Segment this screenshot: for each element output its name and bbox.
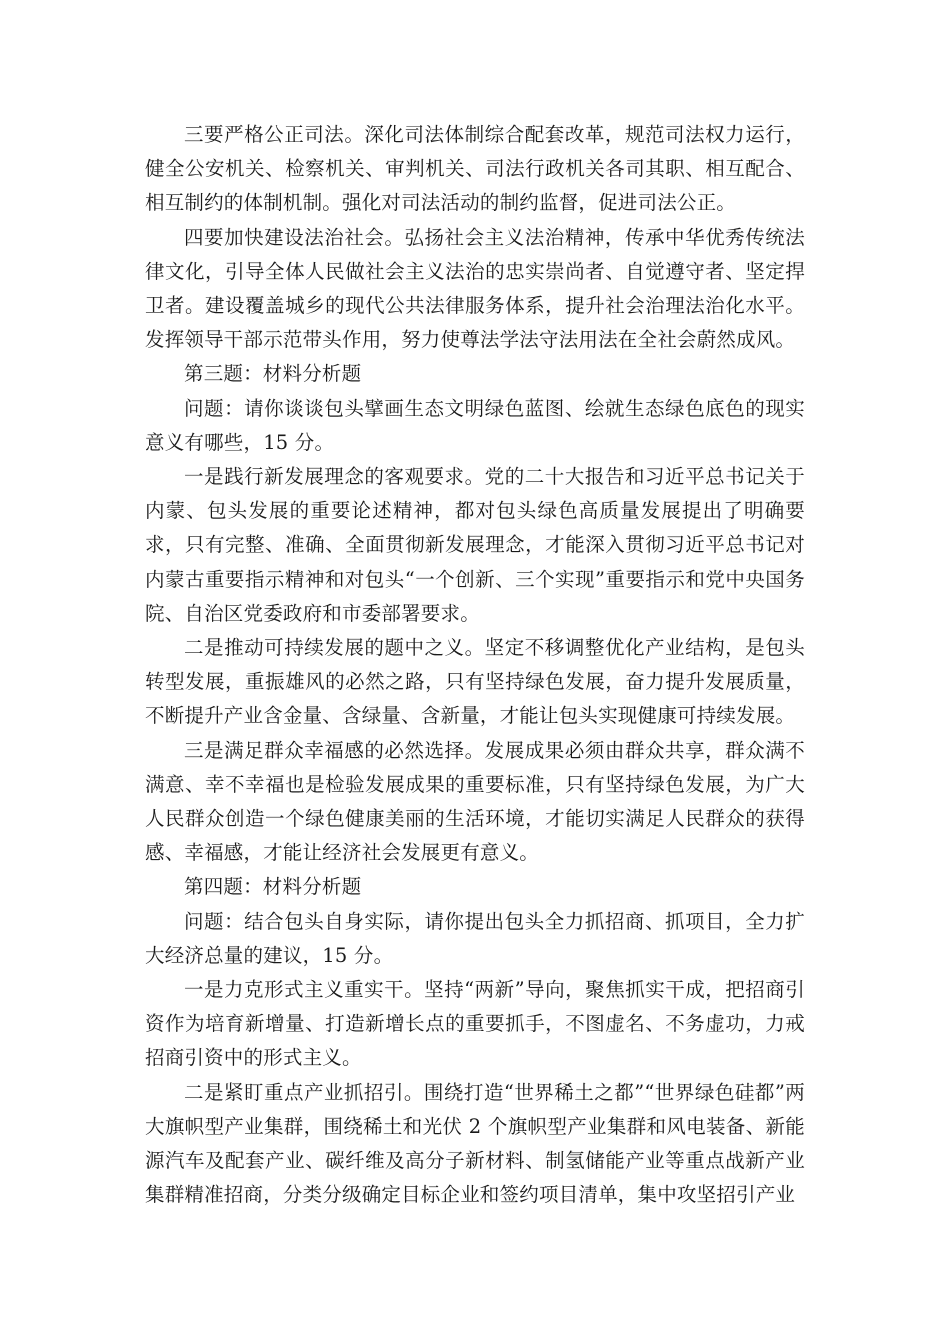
answer-four-point-one: 一是力克形式主义重实干。坚持“两新”导向，聚焦抓实干成，把招商引资作为培育新增量、打造新增长点的重要抓手，不图虚名、不务虚功，力戒招商引资中的形式主义。 xyxy=(145,978,805,1070)
answer-three-point-three: 三是满足群众幸福感的必然选择。发展成果必须由群众共享，群众满不满意、幸不幸福也是检验发展成果的重要标准，只有坚持绿色发展，为广大人民群众创造一个绿色健康美丽的生活环境，才能切实满足人民群众的获得感、幸福感，才能让经济社会发展更有意义。 xyxy=(145,738,805,865)
answer-three-point-two: 二是推动可持续发展的题中之义。坚定不移调整优化产业结构，是包头转型发展，重振雄风的必然之路，只有坚持绿色发展，奋力提升发展质量，不断提升产业含金量、含绿量、含新量，才能让包头实现健康可持续发展。 xyxy=(145,636,805,728)
answer-four-point-two: 二是紧盯重点产业抓招引。围绕打造“世界稀土之都”“世界绿色硅都”两大旗帜型产业集群，围绕稀土和光伏 2 个旗帜型产业集群和风电装备、新能源汽车及配套产业、碳纤维及高分子新材料、制氢储能产业等重点战新产业集群精准招商，分类分级确定目标企业和签约项目清单，集中攻坚招引产业 xyxy=(145,1080,805,1207)
question-three-prompt: 问题：请你谈谈包头擘画生态文明绿色蓝图、绘就生态绿色底色的现实意义有哪些，15 分。 xyxy=(145,396,805,454)
paragraph-judicial-fairness: 三要严格公正司法。深化司法体制综合配套改革，规范司法权力运行，健全公安机关、检察机关、审判机关、司法行政机关各司其职、相互配合、相互制约的体制机制。强化对司法活动的制约监督，促进司法公正。 xyxy=(145,123,805,215)
answer-three-point-one: 一是践行新发展理念的客观要求。党的二十大报告和习近平总书记关于内蒙、包头发展的重要论述精神，都对包头绿色高质量发展提出了明确要求，只有完整、准确、全面贯彻新发展理念，才能深入贯彻习近平总书记对内蒙古重要指示精神和对包头“一个创新、三个实现”重要指示和党中央国务院、自治区党委政府和市委部署要求。 xyxy=(145,465,805,625)
paragraph-rule-of-law-society: 四要加快建设法治社会。弘扬社会主义法治精神，传承中华优秀传统法律文化，引导全体人民做社会主义法治的忠实崇尚者、自觉遵守者、坚定捍卫者。建设覆盖城乡的现代公共法律服务体系，提升社会治理法治化水平。发挥领导干部示范带头作用，努力使尊法学法守法用法在全社会蔚然成风。 xyxy=(145,225,805,352)
heading-question-three: 第三题：材料分析题 xyxy=(184,362,362,386)
heading-question-four: 第四题：材料分析题 xyxy=(184,875,362,899)
document-body xyxy=(145,118,805,1213)
question-four-prompt: 问题：结合包头自身实际，请你提出包头全力抓招商、抓项目，全力扩大经济总量的建议，15 分。 xyxy=(145,909,805,967)
